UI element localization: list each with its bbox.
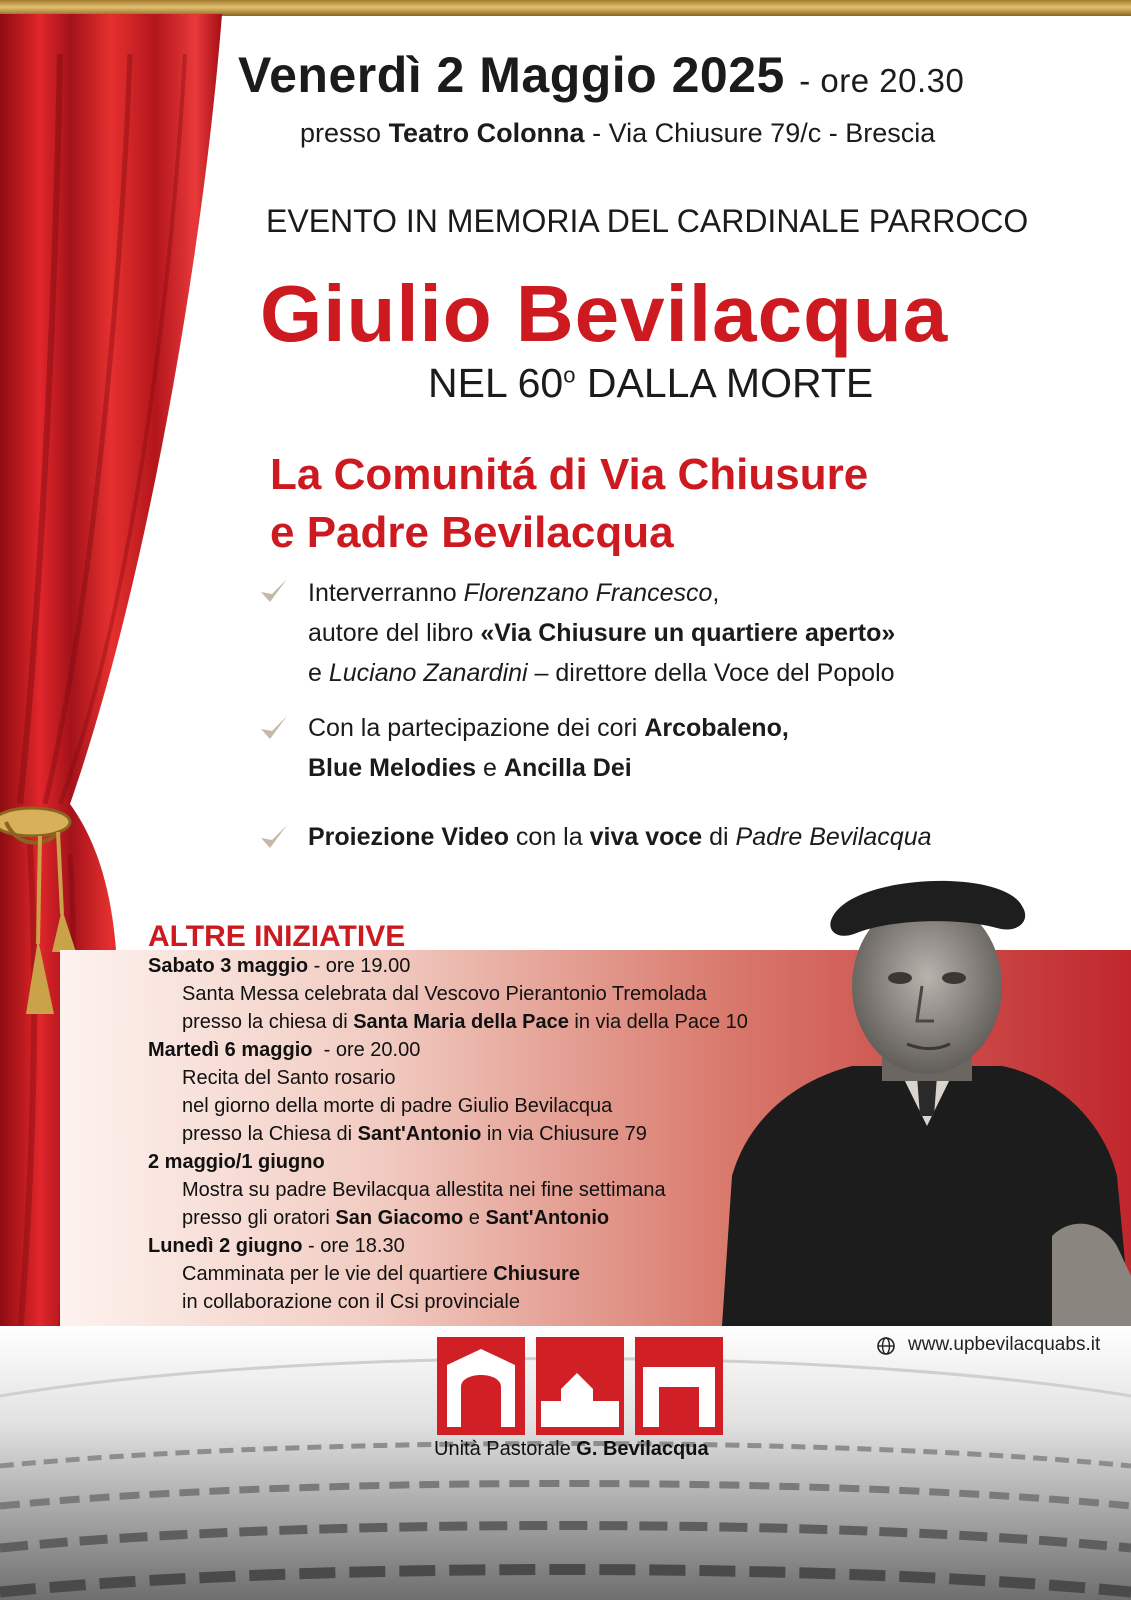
initiative-line <box>148 1120 748 1148</box>
subtitle-line-1: La Comunitá di Via Chiusure <box>270 450 869 499</box>
speaker-2: Luciano Zanardini <box>328 659 528 687</box>
choirs-intro: Con la partecipazione dei cori <box>308 714 645 742</box>
anniv-sup: o <box>563 362 576 388</box>
globe-icon <box>876 1336 896 1356</box>
video-of: di <box>702 823 736 851</box>
speaker-1: Florenzano Francesco <box>463 579 713 607</box>
line-bold: Santa Maria della Pace <box>353 1011 569 1033</box>
venue-prefix: presso <box>300 118 382 148</box>
initiative-3 <box>148 1148 748 1232</box>
video-person: Padre Bevilacqua <box>735 823 932 851</box>
line-pre: Camminata per le vie del quartiere <box>182 1263 494 1285</box>
initiative-date: Martedì 6 maggio <box>148 1039 313 1061</box>
initiative-line: nel giorno della morte di padre Giulio Bevilacqua <box>182 1095 613 1117</box>
line-pre: presso gli oratori <box>182 1207 336 1229</box>
event-subtitle <box>270 446 868 562</box>
speakers-paragraph <box>308 573 895 693</box>
initiative-4 <box>148 1232 748 1316</box>
initiative-line <box>148 1260 748 1288</box>
initiative-date: 2 maggio/1 giugno <box>148 1151 325 1173</box>
video-mid: con la <box>508 823 590 851</box>
initiatives-list <box>148 952 748 1316</box>
video-paragraph <box>308 817 932 857</box>
speaker-2-role: – direttore della Voce del Popolo <box>527 659 895 687</box>
honoree-name: Giulio Bevilacqua <box>260 269 949 358</box>
video-bold: viva voce <box>589 823 703 851</box>
altre-iniziative-title: ALTRE INIZIATIVE <box>148 920 406 953</box>
initiative-line <box>148 1204 748 1232</box>
subtitle-line-2: e Padre Bevilacqua <box>270 508 674 557</box>
speaker-1-suffix: , <box>712 579 720 607</box>
choir-1: Arcobaleno, <box>644 714 789 742</box>
initiative-line <box>148 1008 748 1036</box>
choir-3: Ancilla Dei <box>503 754 632 782</box>
book-prefix: autore del libro <box>308 619 481 647</box>
initiative-time: - ore 20.00 <box>312 1039 421 1061</box>
initiative-1 <box>148 952 748 1036</box>
check-icon <box>258 821 290 853</box>
initiative-line: Santa Messa celebrata dal Vescovo Pierantonio Tremolada <box>182 983 707 1005</box>
initiative-line: Mostra su padre Bevilacqua allestita nei fine settimana <box>182 1179 666 1201</box>
choirs-and: e <box>476 754 504 782</box>
speakers-and: e <box>308 659 329 687</box>
initiative-time: - ore 18.30 <box>302 1235 405 1257</box>
initiative-line: Recita del Santo rosario <box>182 1067 396 1089</box>
org-bold: G. Bevilacqua <box>576 1438 709 1460</box>
line-post: in via Chiusure 79 <box>481 1123 647 1145</box>
time-text: - ore 20.30 <box>799 62 965 99</box>
website-link[interactable]: www.upbevilacquabs.it <box>908 1334 1101 1355</box>
line-mid: e <box>463 1207 486 1229</box>
line-post: in via della Pace 10 <box>568 1011 748 1033</box>
initiative-time: - ore 19.00 <box>308 955 411 977</box>
event-kicker: EVENTO IN MEMORIA DEL CARDINALE PARROCO <box>266 203 1029 239</box>
org-prefix: Unità Pastorale <box>434 1438 577 1460</box>
line-bold: Sant'Antonio <box>357 1123 482 1145</box>
org-name <box>434 1438 709 1461</box>
speakers-intro: Interverranno <box>308 579 464 607</box>
initiative-date: Sabato 3 maggio <box>148 955 309 977</box>
line-bold: Sant'Antonio <box>485 1207 610 1229</box>
venue-line <box>300 118 935 149</box>
line-pre: presso la chiesa di <box>182 1011 354 1033</box>
initiative-2 <box>148 1036 748 1148</box>
check-icon <box>258 712 290 744</box>
date-text: Venerdì 2 Maggio 2025 <box>238 47 785 103</box>
anniversary-line <box>428 360 873 407</box>
line-bold: Chiusure <box>493 1263 580 1285</box>
book-title: «Via Chiusure un quartiere aperto» <box>480 619 896 647</box>
venue-address: - Via Chiusure 79/c - Brescia <box>592 118 936 148</box>
line-bold: San Giacomo <box>335 1207 464 1229</box>
portrait-photo <box>722 876 1131 1326</box>
anniv-pre: NEL 60 <box>428 360 564 406</box>
anniv-post: DALLA MORTE <box>575 360 874 406</box>
check-icon <box>258 575 290 607</box>
initiative-line: in collaborazione con il Csi provinciale <box>182 1291 520 1313</box>
video-title: Proiezione Video <box>308 823 509 851</box>
logo-buildings <box>437 1337 723 1435</box>
line-pre: presso la Chiesa di <box>182 1123 358 1145</box>
initiative-date: Lunedì 2 giugno <box>148 1235 303 1257</box>
event-date <box>238 46 964 104</box>
venue-name: Teatro Colonna <box>388 118 585 148</box>
choirs-paragraph <box>308 708 789 788</box>
choir-2: Blue Melodies <box>308 754 477 782</box>
